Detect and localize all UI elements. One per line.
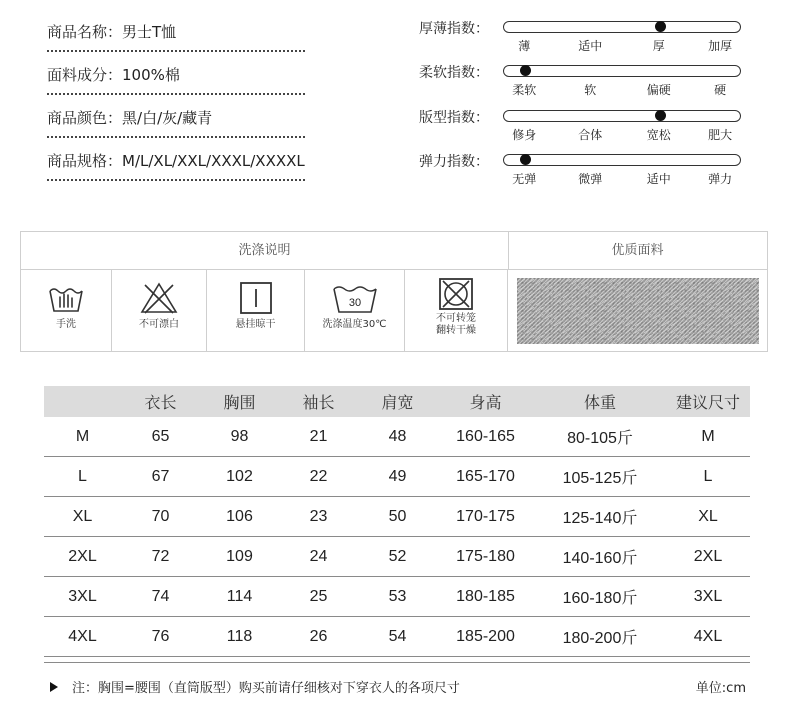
wash-item-hand <box>21 269 112 351</box>
table-cell: 185-200 <box>437 617 534 657</box>
info-label: 商品名称： <box>47 23 123 41</box>
table-cell: 22 <box>279 457 358 497</box>
no-tumble-dry-icon <box>436 277 476 311</box>
fabric-texture-image <box>517 278 759 344</box>
table-row <box>44 457 750 497</box>
wash-caption: 不可漂白 <box>139 319 179 330</box>
table-cell: 125-140斤 <box>534 497 666 537</box>
table-cell: 165-170 <box>437 457 534 497</box>
table-cell: 106 <box>200 497 279 537</box>
table-cell: 76 <box>121 617 200 657</box>
info-spec <box>47 150 305 181</box>
table-row <box>44 417 750 457</box>
info-name <box>47 21 305 52</box>
table-cell: 160-165 <box>437 417 534 457</box>
size-column-header: 体重 <box>534 386 666 417</box>
table-cell: 160-180斤 <box>534 577 666 617</box>
unit-label: 单位:cm <box>695 681 746 696</box>
info-label: 面料成分： <box>47 66 123 84</box>
info-label: 商品颜色： <box>47 109 123 127</box>
index-marker-dot <box>520 154 531 165</box>
size-column-header: 衣长 <box>121 386 200 417</box>
index-label: 版型指数： <box>419 110 489 126</box>
index-level-label: 柔软 <box>512 83 537 97</box>
index-level-label: 合体 <box>578 128 603 142</box>
index-scale-track <box>503 154 741 166</box>
triangle-bullet-icon <box>50 682 58 692</box>
table-cell: 175-180 <box>437 537 534 577</box>
index-scale-track <box>503 21 741 33</box>
wash-caption: 手洗 <box>56 319 76 330</box>
size-column-header: 建议尺寸 <box>666 386 750 417</box>
table-cell: 54 <box>358 617 437 657</box>
dotted-divider <box>47 136 305 138</box>
note-text: 注：胸围=腰围（直筒版型）购买前请仔细核对下穿衣人的各项尺寸 <box>72 681 460 696</box>
size-column-header: 肩宽 <box>358 386 437 417</box>
wash-item-hang-dry <box>207 269 305 351</box>
table-cell: 48 <box>358 417 437 457</box>
info-value: 男士T恤 <box>122 23 177 41</box>
table-cell: 26 <box>279 617 358 657</box>
index-label: 厚薄指数： <box>419 21 489 37</box>
table-cell: 53 <box>358 577 437 617</box>
index-scale-track <box>503 110 741 122</box>
table-cell: 180-185 <box>437 577 534 617</box>
table-row <box>44 497 750 537</box>
table-cell: L <box>666 457 750 497</box>
table-row <box>44 617 750 657</box>
wash-caption-2: 翻转干燥 <box>436 325 476 336</box>
size-table-header <box>44 386 750 417</box>
table-cell: 65 <box>121 417 200 457</box>
table-cell: 4XL <box>44 617 121 657</box>
table-cell: XL <box>44 497 121 537</box>
wash-item-no-bleach <box>112 269 207 351</box>
size-column-header: 身高 <box>437 386 534 417</box>
index-marker-dot <box>655 110 666 121</box>
temperature-text: 30 <box>348 297 361 309</box>
index-marker-dot <box>655 21 666 32</box>
wash-item-temperature <box>305 269 405 351</box>
table-cell: 114 <box>200 577 279 617</box>
table-cell: 24 <box>279 537 358 577</box>
index-level-label: 软 <box>584 83 597 97</box>
table-cell: M <box>666 417 750 457</box>
index-level-label: 适中 <box>646 172 671 186</box>
table-cell: 3XL <box>666 577 750 617</box>
wash-temperature-icon <box>331 281 379 315</box>
index-label: 弹力指数： <box>419 154 489 170</box>
size-column-header: 胸围 <box>200 386 279 417</box>
table-cell: 23 <box>279 497 358 537</box>
index-scale-track <box>503 65 741 77</box>
table-cell: 3XL <box>44 577 121 617</box>
table-cell: 21 <box>279 417 358 457</box>
table-cell: 52 <box>358 537 437 577</box>
size-column-header: 袖长 <box>279 386 358 417</box>
index-level-label: 偏硬 <box>646 83 671 97</box>
info-value: 黑/白/灰/藏青 <box>122 109 213 127</box>
table-cell: 50 <box>358 497 437 537</box>
table-cell: 25 <box>279 577 358 617</box>
table-cell: 140-160斤 <box>534 537 666 577</box>
table-cell: 180-200斤 <box>534 617 666 657</box>
table-cell: 118 <box>200 617 279 657</box>
wash-item-no-tumble <box>405 269 508 351</box>
wash-caption: 洗涤温度30℃ <box>322 319 387 330</box>
index-level-label: 硬 <box>714 83 727 97</box>
table-cell: 109 <box>200 537 279 577</box>
size-note <box>50 677 460 696</box>
index-level-label: 适中 <box>578 39 603 53</box>
index-level-label: 薄 <box>518 39 531 53</box>
dotted-divider <box>47 179 305 181</box>
index-level-label: 宽松 <box>646 128 671 142</box>
hang-dry-icon <box>236 281 276 315</box>
table-cell: 72 <box>121 537 200 577</box>
table-cell: 49 <box>358 457 437 497</box>
wash-header: 洗涤说明 <box>21 232 509 270</box>
index-level-label: 修身 <box>512 128 537 142</box>
table-row <box>44 537 750 577</box>
table-cell: 105-125斤 <box>534 457 666 497</box>
size-column-header <box>44 386 121 417</box>
table-cell: XL <box>666 497 750 537</box>
fabric-swatch <box>517 278 759 344</box>
index-level-label: 微弹 <box>578 172 603 186</box>
table-cell: 74 <box>121 577 200 617</box>
table-cell: 70 <box>121 497 200 537</box>
no-bleach-icon <box>139 281 179 315</box>
info-label: 商品规格： <box>47 152 123 170</box>
info-material <box>47 64 305 95</box>
info-value: M/L/XL/XXL/XXXL/XXXXL <box>122 152 305 170</box>
dotted-divider <box>47 93 305 95</box>
index-level-label: 无弹 <box>512 172 537 186</box>
index-level-label: 厚 <box>652 39 665 53</box>
size-table <box>44 386 750 657</box>
dotted-divider <box>47 50 305 52</box>
wash-caption-1: 不可转笼 <box>436 313 476 324</box>
wash-caption: 悬挂晾干 <box>235 319 276 330</box>
table-cell: L <box>44 457 121 497</box>
fabric-header: 优质面料 <box>508 232 767 270</box>
table-cell: 102 <box>200 457 279 497</box>
index-level-label: 加厚 <box>708 39 733 53</box>
hand-wash-icon <box>46 281 86 315</box>
index-label: 柔软指数： <box>419 65 489 81</box>
table-cell: 98 <box>200 417 279 457</box>
table-cell: 80-105斤 <box>534 417 666 457</box>
table-row <box>44 577 750 617</box>
table-cell: 4XL <box>666 617 750 657</box>
index-level-label: 肥大 <box>708 128 733 142</box>
table-cell: 2XL <box>44 537 121 577</box>
table-cell: M <box>44 417 121 457</box>
index-marker-dot <box>520 65 531 76</box>
info-value: 100%棉 <box>122 66 180 84</box>
table-bottom-rule <box>44 662 750 663</box>
index-level-label: 弹力 <box>708 172 733 186</box>
table-cell: 67 <box>121 457 200 497</box>
wash-instructions-panel <box>20 231 768 352</box>
info-color <box>47 107 305 138</box>
table-cell: 2XL <box>666 537 750 577</box>
table-cell: 170-175 <box>437 497 534 537</box>
